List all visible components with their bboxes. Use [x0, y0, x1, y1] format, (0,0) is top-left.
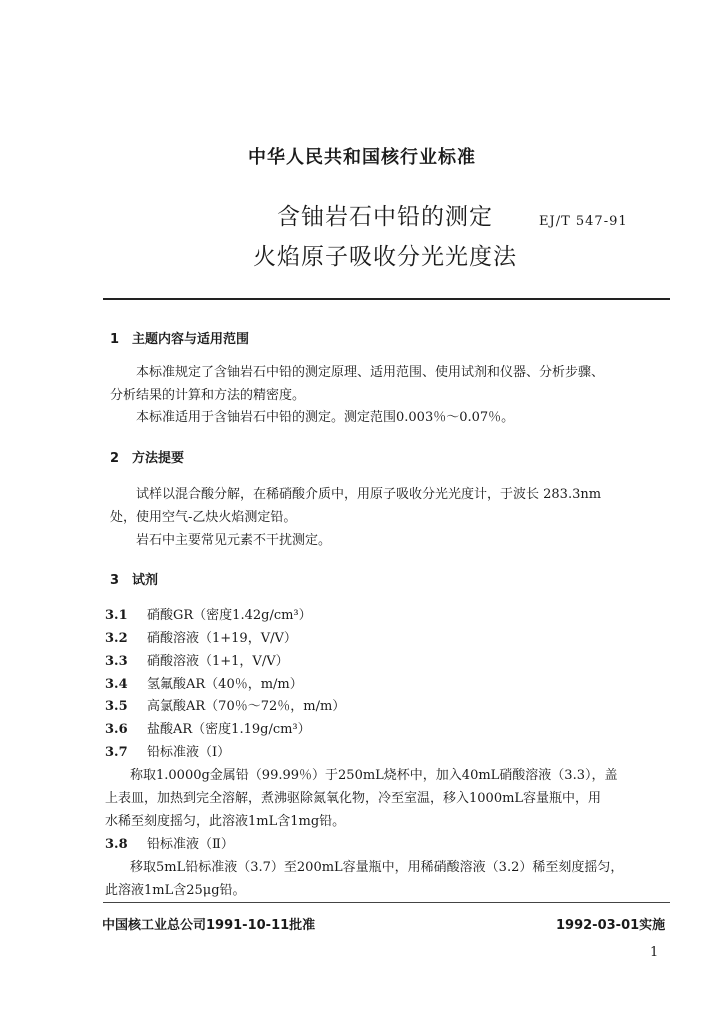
section-2-heading	[110, 447, 184, 466]
reagent-number: 3.8	[105, 837, 128, 852]
document-title-line1: 含铀岩石中铅的测定	[277, 204, 493, 230]
reagent-number: 3.5	[105, 699, 128, 714]
section-1-para1-line1: 本标准规定了含铀岩石中铅的测定原理、适用范围、使用试剂和仪器、分析步骤、	[136, 365, 605, 380]
section-1-number: 1	[110, 332, 120, 347]
reagent-item	[105, 627, 297, 646]
reagent-3-7-para-line1: 称取1.0000g金属铅（99.99％）于250mL烧杯中，加入40mL硝酸溶液（3.3），盖	[130, 768, 618, 783]
reagent-item	[105, 833, 234, 852]
reagent-number: 3.3	[105, 654, 128, 669]
section-1-heading	[110, 328, 249, 347]
section-2-para2: 岩石中主要常见元素不干扰测定。	[136, 533, 332, 548]
reagent-item	[105, 604, 312, 623]
reagent-text: 高氯酸AR（70％～72％，m/m）	[147, 699, 346, 714]
section-2-number: 2	[110, 451, 120, 466]
reagent-item	[105, 650, 289, 669]
reagent-text: 硝酸溶液（1+19，V/V）	[147, 631, 297, 646]
reagent-text: 氢氟酸AR（40％，m/m）	[147, 677, 303, 692]
section-3-number: 3	[110, 573, 120, 588]
reagent-number: 3.4	[105, 677, 128, 692]
footer-rule	[103, 902, 670, 903]
reagent-number: 3.1	[105, 608, 128, 623]
section-2-para1-line1: 试样以混合酸分解，在稀硝酸介质中，用原子吸收分光光度计，于波长 283.3nm	[136, 487, 602, 502]
reagent-text: 盐酸AR（密度1.19g/cm³）	[147, 722, 311, 737]
reagent-item	[105, 718, 311, 737]
reagent-number: 3.2	[105, 631, 128, 646]
reagent-text: 硝酸溶液（1+1，V/V）	[147, 654, 289, 669]
page-number: 1	[650, 945, 659, 960]
document-title-line2: 火焰原子吸收分光光度法	[253, 244, 517, 270]
issuing-organization: 中华人民共和国核行业标准	[248, 147, 476, 168]
reagent-number: 3.7	[105, 745, 128, 760]
approval-date: 中国核工业总公司1991-10-11批准	[102, 918, 316, 933]
effective-date: 1992-03-01实施	[556, 918, 666, 933]
section-2-title: 方法提要	[132, 451, 185, 466]
reagent-3-8-para-line2: 此溶液1mL含25μg铅。	[105, 883, 246, 898]
reagent-item	[105, 695, 345, 714]
reagent-text: 铅标准液（Ⅰ）	[147, 745, 231, 760]
section-1-para1-line2: 分析结果的计算和方法的精密度。	[110, 388, 306, 403]
reagent-3-8-para-line1: 移取5mL铅标准液（3.7）至200mL容量瓶中，用稀硝酸溶液（3.2）稀至刻度摇匀，	[130, 860, 624, 875]
reagent-number: 3.6	[105, 722, 128, 737]
section-1-para2: 本标准适用于含铀岩石中铅的测定。测定范围0.003％～0.07％。	[136, 410, 515, 425]
section-3-title: 试剂	[132, 573, 159, 588]
reagent-text: 硝酸GR（密度1.42g/cm³）	[147, 608, 312, 623]
reagent-3-7-para-line2: 上表皿，加热到完全溶解，煮沸驱除氮氧化物，冷至室温，移入1000mL容量瓶中，用	[105, 791, 602, 806]
section-2-para1-line2: 处，使用空气-乙炔火焰测定铅。	[110, 510, 297, 525]
standard-number: EJ/T 547-91	[539, 214, 628, 229]
header-rule	[103, 298, 670, 300]
section-3-heading	[110, 569, 158, 588]
reagent-text: 铅标准液（Ⅱ）	[147, 837, 234, 852]
reagent-3-7-para-line3: 水稀至刻度摇匀，此溶液1mL含1mg铅。	[105, 814, 346, 829]
reagent-item	[105, 673, 303, 692]
section-1-title: 主题内容与适用范围	[132, 332, 250, 347]
reagent-item	[105, 741, 230, 760]
